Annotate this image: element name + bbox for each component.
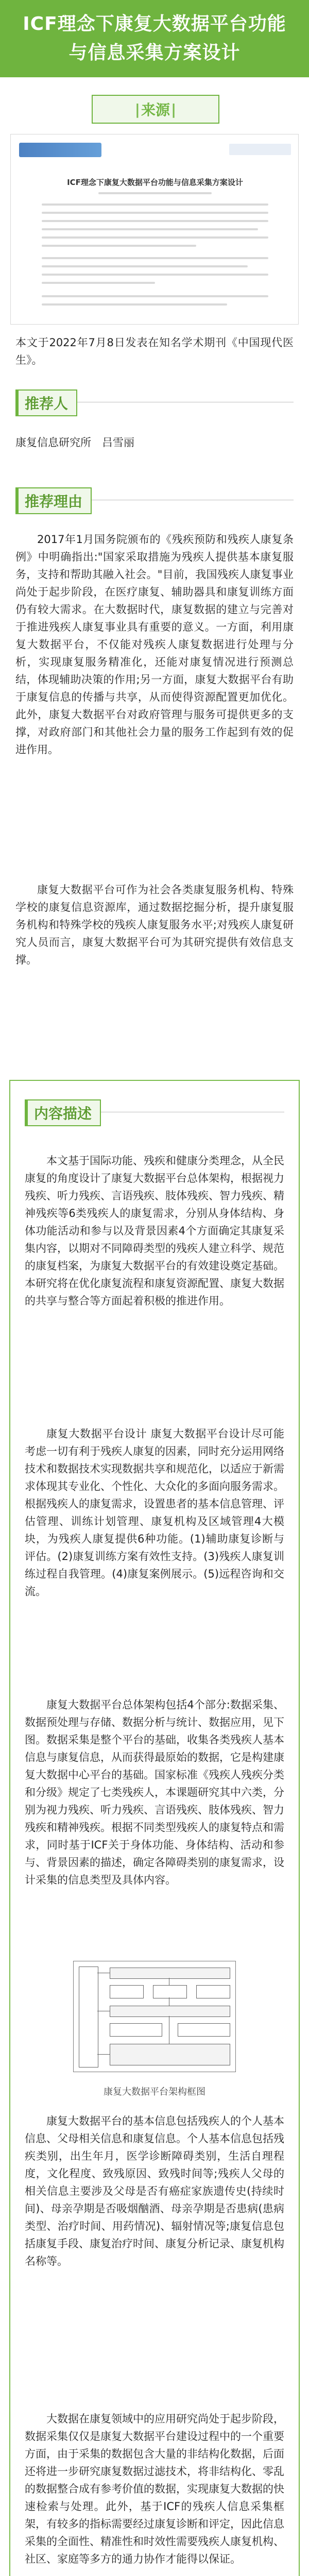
reason-paragraph-1: 2017年1月国务院颁布的《残疾预防和残疾人康复条例》中明确指出:"国家采取措施为残疾人提供基本康复服务，支持和帮助其融入社会。"目前，我国残疾人康复事业尚处于起步阶段，在医疗康复、辅助器具和康复训练方面仍有较大需求。在大数据时代，康复数据的建立与完善对于推进残疾人康复事业具有重要的意义。一方面，利用康复大数据平台，不仅能对残疾人康复数据进行处理与分析，实现康复服务精准化，还能对康复情况进行预测总结，体现辅助决策的作用;另一方面，康复大数据平台有助于康复信息的传播与共享，从而使得资源配置更加优化。此外，康复大数据平台对政府管理与服务可提供更多的支撑，对政府部门和其他社会力量的服务工作起到有效的促进作用。 <box>15 533 294 756</box>
diagram-bottom-layer <box>110 2044 230 2065</box>
content-section-head <box>0 1096 309 1127</box>
recommender-heading: 推荐人 <box>15 389 77 416</box>
article-title-bar <box>0 0 309 77</box>
diagram-node <box>110 1985 144 1998</box>
content-paragraph-2: 康复大数据平台设计 康复大数据平台设计尽可能考虑一切有利于残疾人康复的因素，同时充分运用网络技术和数据技术实现数据共享和规范化，以适应于新需求体现其专业化、个性化、大众化的多面向服务需求。根据残疾人的康复需求，设置患者的基本信息管理、评估管理、训练计划管理、康复机构及区域管理4大模块，为残疾人康复提供6种功能。(1)辅助康复诊断与评估。(2)康复训练方案有效性支持。(3)残疾人康复训练过程自我管理。(4)康复案例展示。(5)远程咨询和交流。 <box>25 1428 284 1598</box>
figure-caption: 康复大数据平台架构框图 <box>104 2087 205 2097</box>
journal-logo-secondary <box>229 144 291 155</box>
diagram-side-column <box>79 1967 98 2067</box>
diagram-top-layer <box>110 1968 230 1979</box>
source-text: 本文于2022年7月8日发表在知名学术期刊《中国现代医生》。 <box>15 336 294 366</box>
paper-screenshot-title: ICF理念下康复大数据平台功能与信息采集方案设计 <box>67 178 243 187</box>
diagram-middle-layer <box>110 2006 230 2017</box>
paper-screenshot <box>10 134 299 325</box>
source-label-box: | 来源 | <box>92 95 219 124</box>
diagram-node <box>153 1985 187 1998</box>
content-paragraph-3: 康复大数据平台总体架构包括4个部分:数据采集、数据预处理与存储、数据分析与统计、数据应用，见下图。数据采集是整个平台的基础，收集各类残疾人基本信息与康复信息，从而获得最原始的数据，它是构建康复大数据中心平台的基础。国家标准《残疾人残疾分类和分级》规定了七类残疾人，本课题研究其中六类，分别为视力残疾、听力残疾、言语残疾、肢体残疾、智力残疾和精神残疾。根据不同类型残疾人的康复特点和需求，同时基于ICF关于身体功能、身体结构、活动和参与、背景因素的描述，确定各障碍类别的康复需求，设计采集的信息类型及具体内容。 <box>25 1699 284 1886</box>
diagram-node <box>178 2023 230 2037</box>
reason-heading: 推荐理由 <box>15 487 92 514</box>
diagram-node <box>110 2023 162 2037</box>
content-paragraph-1: 本文基于国际功能、残疾和健康分类理念，从全民康复的角度设计了康复大数据平台总体架构，根据视力残疾、听力残疾、言语残疾、肢体残疾、智力残疾、精神残疾等6类残疾人的康复需求，分别从身体结构、身体功能活动和参与以及背景因素4个方面确定其康复采集内容，以期对不同障碍类型的残疾人建立科学、规范的康复档案，为康复大数据平台的有效建设奠定基础。本研究将在优化康复流程和康复资源配置、康复大数据的共享与整合等方面起着积极的推进作用。 <box>25 1155 284 1307</box>
recommender-section-head <box>0 386 309 417</box>
platform-architecture-diagram <box>73 1961 236 2072</box>
recommender-text: 康复信息研究所 吕雪丽 <box>15 436 134 449</box>
source-label: 来源 <box>141 101 170 118</box>
journal-logo <box>19 143 101 157</box>
content-paragraph-5: 大数据在康复领域中的应用研究尚处于起步阶段，数据采集仅仅是康复大数据平台建设过程中的一个重要方面，由于采集的数据包含大量的非结构化数据，后面还将进一步研究康复数据过滤技术，将非结构化、零乱的数据整合成有参考价值的数据，实现康复大数据的快速检索与处理。此外，基于ICF的残疾人信息采集框架，有较多的指标需要经过康复诊断和评定，因此信息采集的全面性、精准性和时效性需要残疾人康复机构、社区、家庭等多方的通力协作才能得以保证。 <box>25 2413 284 2565</box>
content-heading: 内容描述 <box>25 1099 101 1126</box>
reason-section-head <box>0 484 309 515</box>
content-paragraph-4: 康复大数据平台的基本信息包括残疾人的个人基本信息、父母相关信息和康复信息。个人基本信息包括残疾类别，出生年月，医学诊断障碍类别，生活自理程度，文化程度、致残原因、致残时间等;残疾人父母的相关信息主要涉及父母是否有癌症家族遗传史(持续时间)、母亲孕期是否吸烟酗酒、母亲孕期是否患病(患病类型、治疗时间、用药情况)、辐射情况等;康复信息包括康复手段、康复治疗时间、康复分析记录、康复机构名称等。 <box>25 2115 284 2267</box>
reason-paragraph-2: 康复大数据平台可作为社会各类康复服务机构、特殊学校的康复信息资源库，通过数据挖掘分析，提升康复服务机构和特殊学校的残疾人康复服务水平;对残疾人康复研究人员而言，康复大数据平台可为其研究提供有效信息支撑。 <box>15 884 294 966</box>
article-title: ICF理念下康复大数据平台功能与信息采集方案设计 <box>23 13 286 63</box>
diagram-node <box>196 1985 230 1998</box>
